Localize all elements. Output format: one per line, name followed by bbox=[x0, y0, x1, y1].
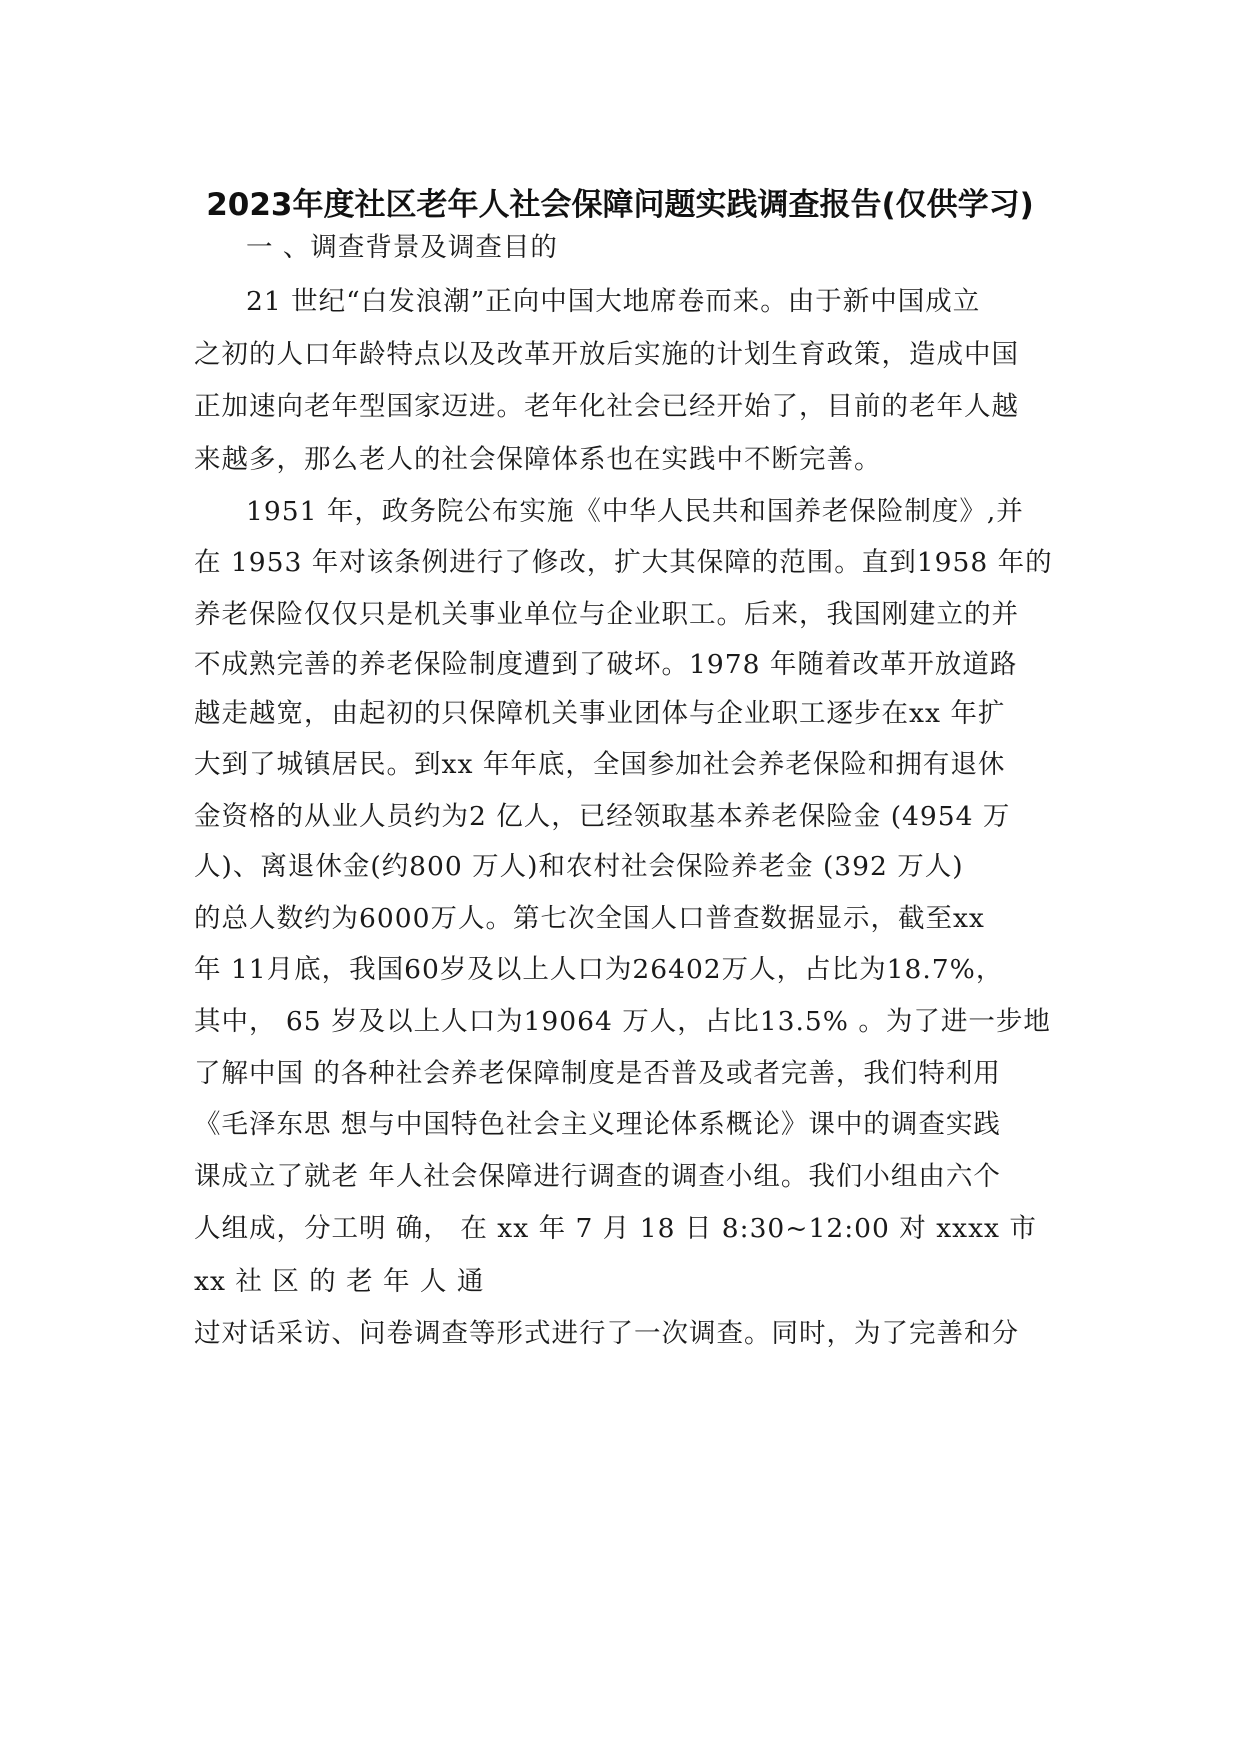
paragraph-line: 1951 年，政务院公布实施《中华人民共和国养老保险制度》,并 bbox=[246, 496, 1024, 527]
paragraph-line: 年 11月底，我国60岁及以上人口为26402万人，占比为18.7%， bbox=[194, 954, 1004, 985]
section-heading: 一 、调查背景及调查目的 bbox=[246, 232, 558, 263]
paragraph-line: 人)、离退休金(约800 万人)和农村社会保险养老金 (392 万人) bbox=[194, 851, 964, 882]
paragraph-line: 在 1953 年对该条例进行了修改，扩大其保障的范围。直到1958 年的 bbox=[194, 547, 1053, 578]
paragraph-line: 金资格的从业人员约为2 亿人，已经领取基本养老保险金 (4954 万 bbox=[194, 801, 1011, 832]
paragraph-line: 之初的人口年龄特点以及改革开放后实施的计划生育政策，造成中国 bbox=[194, 339, 1019, 370]
paragraph-line: 其中， 65 岁及以上人口为19064 万人，占比13.5% 。为了进一步地 bbox=[194, 1006, 1051, 1037]
paragraph-line: 了解中国 的各种社会养老保障制度是否普及或者完善，我们特利用 bbox=[194, 1058, 1001, 1089]
paragraph-line: 来越多，那么老人的社会保障体系也在实践中不断完善。 bbox=[194, 444, 882, 475]
paragraph-line: 越走越宽，由起初的只保障机关事业团体与企业职工逐步在xx 年扩 bbox=[194, 698, 1006, 729]
paragraph-line: xx 社 区 的 老 年 人 通 bbox=[194, 1266, 485, 1297]
paragraph-line: 不成熟完善的养老保险制度遭到了破坏。1978 年随着改革开放道路 bbox=[194, 649, 1018, 680]
paragraph-line: 过对话采访、问卷调查等形式进行了一次调查。同时，为了完善和分 bbox=[194, 1318, 1019, 1349]
paragraph-line: 的总人数约为6000万人。第七次全国人口普查数据显示，截至xx bbox=[194, 903, 985, 934]
paragraph-line: 养老保险仅仅只是机关事业单位与企业职工。后来，我国刚建立的并 bbox=[194, 599, 1019, 630]
paragraph-line: 《毛泽东思 想与中国特色社会主义理论体系概论》课中的调查实践 bbox=[194, 1109, 1001, 1140]
paragraph-line: 人组成，分工明 确， 在 xx 年 7 月 18 日 8:30~12:00 对 xxxx 市 bbox=[194, 1213, 1037, 1244]
document-title: 2023年度社区老年人社会保障问题实践调查报告(仅供学习) bbox=[206, 187, 1034, 223]
paragraph-line: 大到了城镇居民。到xx 年年底，全国参加社会养老保险和拥有退休 bbox=[194, 749, 1006, 780]
paragraph-line: 正加速向老年型国家迈进。老年化社会已经开始了，目前的老年人越 bbox=[194, 391, 1019, 422]
paragraph-line: 21 世纪“白发浪潮”正向中国大地席卷而来。由于新中国成立 bbox=[246, 286, 981, 317]
paragraph-line: 课成立了就老 年人社会保障进行调查的调查小组。我们小组由六个 bbox=[194, 1161, 1001, 1192]
